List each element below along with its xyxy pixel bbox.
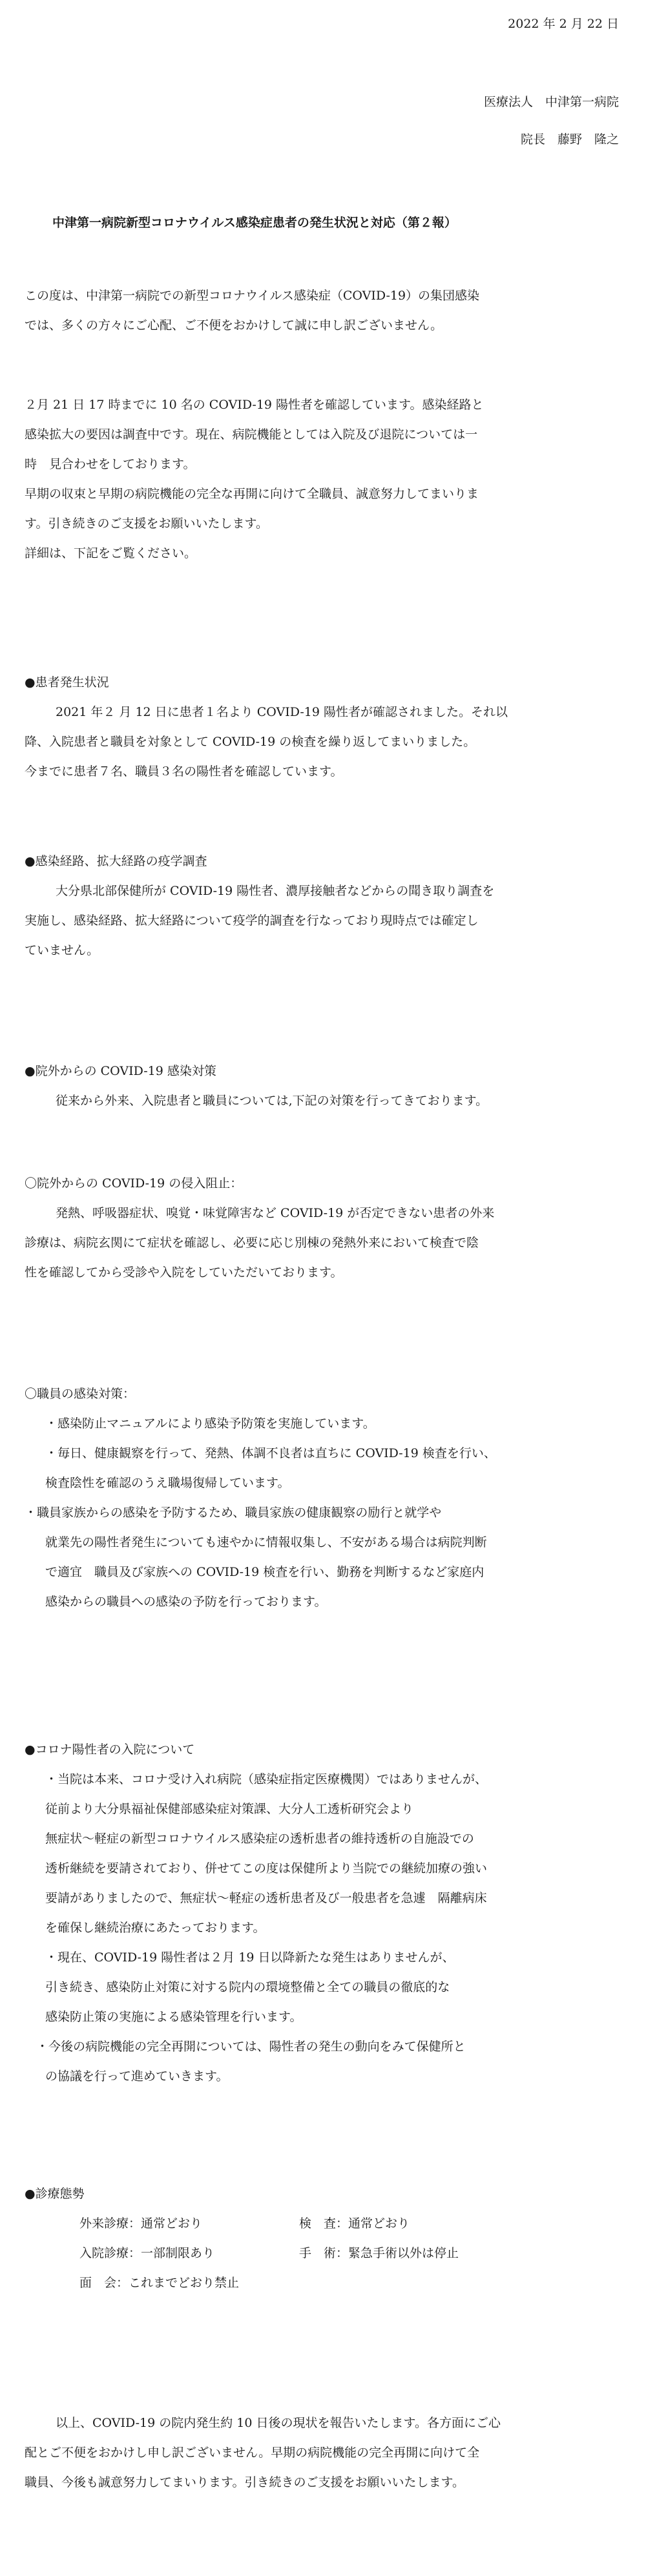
section-heading: 〇院外からの COVID-19 の侵入阻止：	[25, 1176, 243, 1191]
section-line: 従前より大分県福祉保健部感染症対策課、大分人工透析研究会より	[45, 1802, 414, 1816]
section-line: 感染防止策の実施による感染管理を行います。	[45, 2010, 302, 2024]
section-line: 引き続き、感染防止対策に対する院内の環境整備と全ての職員の徹底的な	[45, 1980, 450, 1994]
section-line: で適宜 職員及び家族への COVID-19 検査を行い、勤務を判断するなど家庭内	[45, 1565, 484, 1579]
summary-line: 詳細は、下記をご覧ください。	[25, 546, 197, 560]
section-heading: ●診療態勢	[25, 2187, 85, 2201]
section-clinical-status	[25, 2179, 629, 2209]
surgery-status: 手 術：緊急手術以外は停止	[299, 2246, 459, 2260]
section-line: 透析継続を要請されており、併せてこの度は保健所より当院での継続加療の強い	[45, 1861, 488, 1876]
clinical-status-row	[79, 2268, 532, 2298]
section-line: 実施し、感染経路、拡大経路について疫学的調査を行なっており現時点では確定し	[25, 914, 479, 928]
summary-line: 感染拡大の要因は調査中です。現在、病院機能としては入院及び退院については一	[25, 427, 478, 442]
intro-line: この度は、中津第一病院での新型コロナウイルス感染症（COVID-19）の集団感染	[25, 289, 480, 303]
closing-line: 配とご不便をおかけし申し訳ございません。早期の病院機能の完全再開に向けて全	[25, 2446, 480, 2460]
section-line: ・毎日、健康観察を行って、発熱、体調不良者は直ちに COVID-19 検査を行い、	[45, 1446, 496, 1460]
section-line: 感染からの職員への感染の予防を行っております。	[45, 1595, 327, 1609]
closing-line: 職員、今後も誠意努力してまいります。引き続きのご支援をお願いいたします。	[25, 2475, 464, 2489]
section-heading: ●感染経路、拡大経路の疫学調査	[25, 854, 207, 868]
section-heading: ●コロナ陽性者の入院について	[25, 1743, 195, 1757]
closing-paragraph	[25, 2408, 629, 2497]
outpatient-status: 外来診療：通常どおり	[79, 2216, 203, 2231]
section-intrusion-prevention	[25, 1169, 629, 1287]
section-line: 検査陰性を確認のうえ職場復帰しています。	[45, 1476, 290, 1490]
section-heading: ●患者発生状況	[25, 675, 109, 690]
section-line: 今までに患者７名、職員３名の陽性者を確認しています。	[25, 764, 343, 779]
summary-line: す。引き続きのご支援をお願いいたします。	[25, 516, 268, 531]
section-line: ・職員家族からの感染を予防するため、職員家族の健康観察の励行と就学や	[25, 1506, 442, 1520]
section-epidemiology	[25, 846, 629, 965]
section-line: 大分県北部保健所が COVID-19 陽性者、濃厚接触者などからの聞き取り調査を	[56, 884, 495, 898]
summary-line: ２月 21 日 17 時までに 10 名の COVID-19 陽性者を確認しています。感染経路と	[25, 398, 484, 412]
section-line: ・現在、COVID-19 陽性者は２月 19 日以降新たな発生はありませんが、	[45, 1950, 455, 1965]
clinical-status-row	[79, 2238, 532, 2268]
section-line: ていません。	[25, 943, 99, 957]
section-line: 発熱、呼吸器症状、嗅覚・味覚障害など COVID-19 が否定できない患者の外来	[56, 1206, 495, 1220]
intro-line: では、多くの方々にご心配、ご不便をおかけして誠に申し訳ございません。	[25, 318, 443, 332]
clinical-status-table	[79, 2209, 532, 2298]
summary-paragraph	[25, 390, 629, 568]
intro-paragraph	[25, 281, 629, 340]
section-line: 2021 年２ 月 12 日に患者１名より COVID-19 陽性者が確認されました。それ以	[56, 705, 508, 719]
section-patients	[25, 668, 629, 786]
section-heading: 〇職員の感染対策：	[25, 1387, 136, 1401]
section-line: ・当院は本来、コロナ受け入れ病院（感染症指定医療機関）ではありませんが、	[45, 1772, 488, 1786]
section-line: ・感染防止マニュアルにより感染予防策を実施しています。	[45, 1416, 375, 1431]
visit-status: 面 会：これまでどおり禁止	[79, 2276, 240, 2290]
director-name: 院長 藤野 隆之	[520, 132, 619, 147]
section-line: を確保し継続治療にあたっております。	[45, 1921, 266, 1935]
closing-line: 以上、COVID-19 の院内発生約 10 日後の現状を報告いたします。各方面にご心	[56, 2416, 501, 2430]
section-line: 要請がありましたので、無症状～軽症の透析患者及び一般患者を急遽 隔離病床	[45, 1891, 487, 1905]
section-line: の協議を行って進めていきます。	[45, 2069, 229, 2083]
section-line: 性を確認してから受診や入院をしていただいております。	[25, 1265, 343, 1280]
section-outside-control	[25, 1056, 629, 1116]
exam-status: 検 査：通常どおり	[299, 2216, 410, 2231]
organization-name: 医療法人 中津第一病院	[483, 95, 619, 109]
clinical-status-row	[79, 2209, 532, 2238]
section-line: 降、入院患者と職員を対象として COVID-19 の検査を繰り返してまいりました。	[25, 735, 476, 749]
section-admission	[25, 1735, 629, 2091]
section-line: 従来から外来、入院患者と職員については,下記の対策を行ってきております。	[56, 1094, 488, 1108]
inpatient-status: 入院診療：一部制限あり	[79, 2246, 215, 2260]
summary-line: 早期の収束と早期の病院機能の完全な再開に向けて全職員、誠意努力してまいりま	[25, 487, 479, 501]
page-title: 中津第一病院新型コロナウイルス感染症患者の発生状況と対応（第２報）	[52, 216, 457, 230]
section-line: 就業先の陽性者発生についても速やかに情報収集し、不安がある場合は病院判断	[45, 1535, 487, 1549]
section-heading: ●院外からの COVID-19 感染対策	[25, 1064, 216, 1078]
notice-date: 2022 年 2 月 22 日	[508, 17, 619, 31]
section-line: ・今後の病院機能の完全再開については、陽性者の発生の動向をみて保健所と	[36, 2039, 466, 2054]
section-line: 無症状～軽症の新型コロナウイルス感染症の透析患者の維持透析の自施設での	[45, 1832, 474, 1846]
section-staff-measures	[25, 1379, 629, 1617]
summary-line: 時 見合わせをしております。	[25, 457, 196, 471]
section-line: 診療は、病院玄関にて症状を確認し、必要に応じ別棟の発熱外来において検査で陰	[25, 1236, 479, 1250]
